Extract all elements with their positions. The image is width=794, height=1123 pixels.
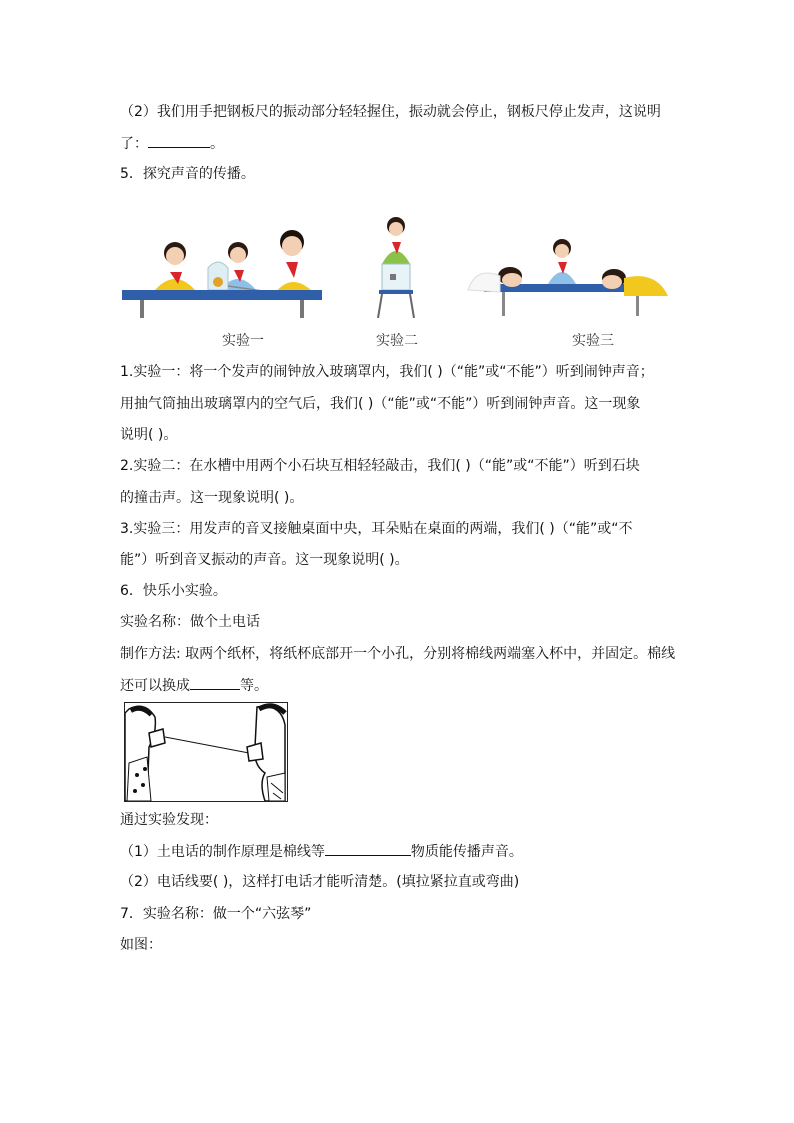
q4-line-2-post: 。 xyxy=(210,136,224,152)
q7-as-shown: 如图： xyxy=(120,937,162,953)
q6-title: 6．快乐小实验。 xyxy=(120,583,227,599)
caption-experiment-2: 实验二 xyxy=(376,333,418,349)
exp1-line-2: 用抽气筒抽出玻璃罩内的空气后，我们( )（“能”或“不能”）听到闹钟声音。这一现象 xyxy=(120,396,641,412)
q6-method-post: 等。 xyxy=(240,678,268,694)
q6-method-pre: 还可以换成 xyxy=(120,678,190,694)
caption-experiment-3: 实验三 xyxy=(572,333,614,349)
q6-statement-1 xyxy=(120,841,523,862)
q6-experiment-name: 实验名称：做个土电话 xyxy=(120,614,260,630)
exp1-line-3: 说明( )。 xyxy=(120,427,178,443)
exp1-line-1: 1.实验一：将一个发声的闹钟放入玻璃罩内，我们( )（“能”或“不能”）听到闹钟声音； xyxy=(120,364,654,380)
exp3-line-2: 能”）听到音叉振动的声音。这一现象说明( )。 xyxy=(120,552,409,568)
q6-statement-1-pre: （1）土电话的制作原理是棉线等 xyxy=(120,844,325,860)
experiment-2-photo xyxy=(356,214,434,320)
exp3-line-1: 3.实验三：用发声的音叉接触桌面中央，耳朵贴在桌面的两端，我们( )（“能”或“不 xyxy=(120,521,633,537)
q6-statement-1-post: 物质能传播声音。 xyxy=(410,844,523,860)
experiment-3-photo xyxy=(466,200,670,320)
q6-found: 通过实验发现： xyxy=(120,812,218,828)
q4-line-2-pre: 了： xyxy=(120,136,148,152)
q4-line-1: （2）我们用手把钢板尺的振动部分轻轻握住，振动就会停止，钢板尺停止发声，这说明 xyxy=(120,104,661,120)
answer-blank[interactable] xyxy=(325,841,411,856)
q5-title: 5．探究声音的传播。 xyxy=(120,166,255,182)
exp2-line-1: 2.实验二：在水槽中用两个小石块互相轻轻敲击，我们( )（“能”或“不能”）听到石块 xyxy=(120,458,640,474)
q4-line-2 xyxy=(120,133,224,154)
caption-experiment-1: 实验一 xyxy=(222,333,264,349)
answer-blank[interactable] xyxy=(190,675,240,690)
q6-method-line-1: 制作方法: 取两个纸杯，将纸杯底部开一个小孔，分别将棉线两端塞入杯中，并固定。棉线 xyxy=(120,646,676,662)
exp2-line-2: 的撞击声。这一现象说明( )。 xyxy=(120,490,304,506)
q6-method-line-2 xyxy=(120,675,268,696)
answer-blank[interactable] xyxy=(148,133,210,148)
q6-statement-2: （2）电话线要( )，这样打电话才能听清楚。(填拉紧拉直或弯曲) xyxy=(120,874,520,890)
q7-title: 7．实验名称：做一个“六弦琴” xyxy=(120,906,312,922)
experiment-1-photo xyxy=(120,220,326,320)
tin-can-phone-illustration xyxy=(124,702,288,802)
